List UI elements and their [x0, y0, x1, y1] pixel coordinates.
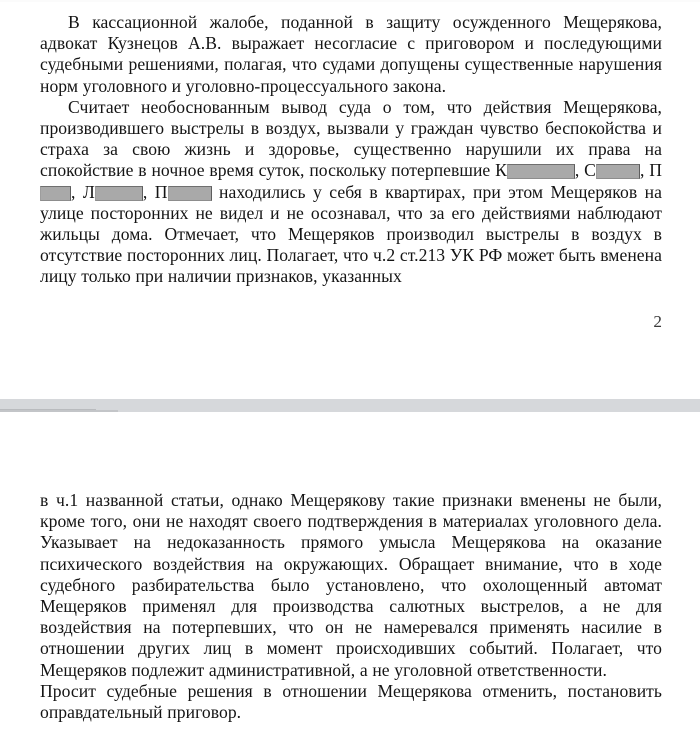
page-separator-band [0, 399, 700, 412]
paragraph-appeal-request: Просит судебные решения в отношении Мещерякова отменить, постановить оправдательный приговор. [40, 680, 662, 723]
page-number-label: 2 [653, 312, 662, 331]
redaction-separator-4: , П [142, 181, 168, 202]
paragraph-court-conclusion [40, 97, 662, 288]
paragraph-segment-before-redactions: Считает необоснованным вывод суда о том, что действия Мещерякова, производившего выстрелы в воздух, вызвали у граждан чувство беспокойства и страха за свою жизнь и здоровье, существенно нарушили их права на спокойствие в ночное время суток, поскольку потерпевшие К [40, 96, 662, 181]
paragraph-appeal-intro: В кассационной жалобе, поданной в защиту осужденного Мещерякова, адвокат Кузнецов А.В. выражает несогласие с приговором и последующими судебными решениями, полагая, что судами допущены существенные нарушения норм уголовного и уголовно-процессуального закона. [40, 12, 662, 96]
page-one-text-body [40, 12, 662, 288]
document-page-two [0, 412, 700, 748]
paragraph-appeal-arguments: в ч.1 названной статьи, однако Мещерякову такие признаки вменены не были, кроме того, они не находят своего подтверждения в материалах уголовного дела. Указывает на недоказанность прямого умысла Мещерякова на оказание психического воздействия на окружающих. Обращает внимание, что в ходе судебного разбирательства было установлено, что охолощенный автомат Мещеряков применял для производства салютных выстрелов, а не для воздействия на потерпевших, что он не намеревался применять насилие в отношении других лиц в момент происходивших событий. Полагает, что Мещеряков подлежит административной, а не уголовной ответственности. [40, 490, 662, 680]
redaction-separator-3: , Л [71, 181, 95, 202]
scan-edge-artifact [0, 0, 700, 2]
redaction-block-surname-s [596, 164, 640, 179]
redaction-block-surname-p-2 [168, 186, 212, 201]
redaction-block-surname-p-1 [40, 186, 71, 201]
page-two-text-body [40, 490, 662, 723]
paragraph-segment-after-redactions: находились у себя в квартирах, при этом Мещеряков на улице посторонних не видел и не осознавал, что за его действиями наблюдают жильцы дома. Отмечает, что Мещеряков производил выстрелы в воздух в отсутствие посторонних лиц. Полагает, что ч.2 ст.213 УК РФ может быть вменена лицу только при наличии признаков, указанных [40, 181, 662, 287]
redaction-block-surname-l [95, 186, 143, 201]
redaction-separator-2: , П [639, 160, 662, 181]
redaction-separator-1: , С [574, 160, 596, 181]
redaction-block-surname-k [507, 164, 575, 179]
